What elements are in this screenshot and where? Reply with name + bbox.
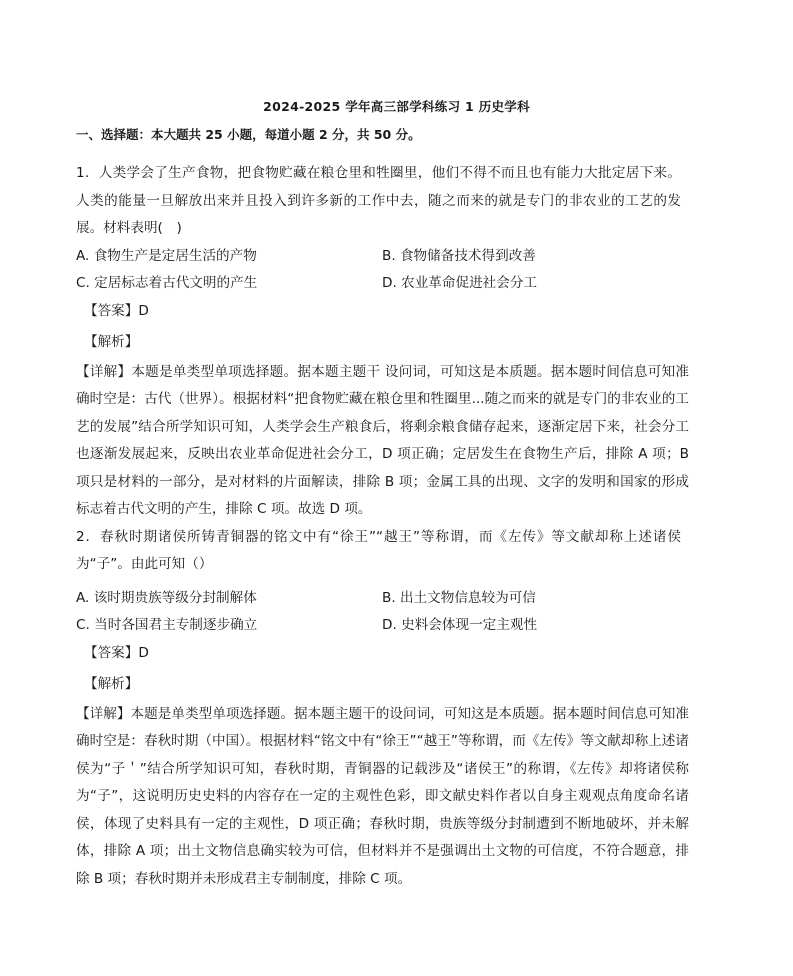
question-1-option-d: D. 农业革命促进社会分工 xyxy=(382,275,538,291)
question-1-analysis-label: 【解析】 xyxy=(84,334,139,350)
question-2-option-d: D. 史料会体现一定主观性 xyxy=(382,617,538,633)
question-1-answer: 【答案】D xyxy=(84,302,149,319)
question-2-option-c: C. 当时各国君主专制逐步确立 xyxy=(76,617,258,633)
question-2-detail: 【详解】本题是单类型单项选择题。据本题主题干的设问词，可知这是本质题。据本题时间信息可知准确时空是：春秋时期（中国）。根据材料“铭文中有“徐王”“越王”等称谓，而《左传》等文献却称上述诸侯为“子＇”结合所学知识可知，春秋时期，青铜器的记载涉及“诸侯王”的称谓，《左传》却将诸侯称为“子”，这说明历史史料的内容存在一定的主观性色彩，即文献史料作者以自身主观观点角度命名诸侯，体现了史料具有一定的主观性，D 项正确；春秋时期，贵族等级分封制遭到不断地破坏，并未解体，排除 A 项；出土文物信息确实较为可信，但材料并不是强调出土文物的可信度，不符合题意，排除 B 项；春秋时期并未形成君主专制制度，排除 C 项。 xyxy=(76,705,689,887)
question-1-options xyxy=(76,243,681,298)
question-2-stem: 2．春秋时期诸侯所铸青铜器的铭文中有“徐王”“越王”等称谓，而《左传》等文献却称上述诸侯为“子”。由此可知（） xyxy=(76,528,681,572)
question-2-answer: 【答案】D xyxy=(84,644,149,661)
question-1-option-a: A. 食物生产是定居生活的产物 xyxy=(76,247,257,264)
question-1-detail: 【详解】本题是单类型单项选择题。据本题主题干 设问词，可知这是本质题。据本题时间信息可知准确时空是：古代（世界）。根据材料“把食物贮藏在粮仓里和牲圈里...随之而来的就是专门的非农业的工艺的发展”结合所学知识可知，人类学会生产粮食后，将剩余粮食储存起来，逐渐定居下来，社会分工也逐渐发展起来，反映出农业革命促进社会分工，D 项正确；定居发生在食物生产后，排除 A 项；B 项只是材料的一部分，是对材料的片面解读，排除 B 项；金属工具的出现、文字的发明和国家的形成标志着古代文明的产生，排除 C 项。故选 D 项。 xyxy=(76,363,689,517)
question-2-options xyxy=(76,585,681,640)
question-1-option-c: C. 定居标志着古代文明的产生 xyxy=(76,275,258,291)
question-2-option-a: A. 该时期贵族等级分封制解体 xyxy=(76,589,257,606)
question-2-option-b: B. 出土文物信息较为可信 xyxy=(382,589,536,606)
section-heading: 一、选择题：本大题共 25 小题，每道小题 2 分，共 50 分。 xyxy=(76,127,421,142)
page-title: 2024-2025 学年高三部学科练习 1 历史学科 xyxy=(263,99,530,114)
question-2-analysis-label: 【解析】 xyxy=(84,676,139,692)
question-1-stem: 1．人类学会了生产食物，把食物贮藏在粮仓里和牲圈里，他们不得不而且也有能力大批定居下来。人类的能量一旦解放出来并且投入到许多新的工作中去，随之而来的就是专门的非农业的工艺的发展。材料表明( ) xyxy=(76,165,681,236)
question-1-option-b: B. 食物储备技术得到改善 xyxy=(382,247,536,264)
